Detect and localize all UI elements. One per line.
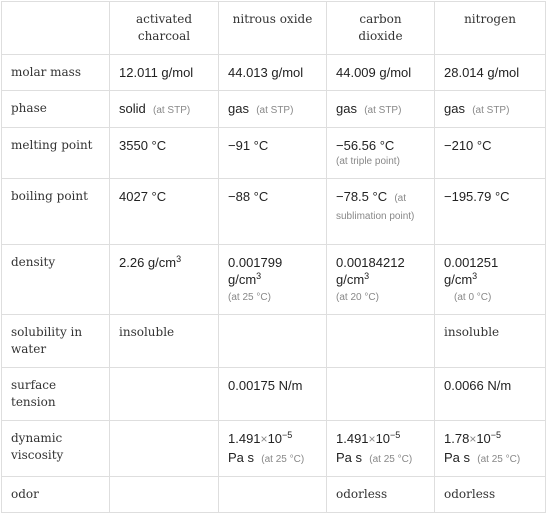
table-cell xyxy=(327,368,435,421)
cell-note: (at 20 °C) xyxy=(336,292,379,303)
table-row xyxy=(2,179,546,245)
table-cell: 0.0066 N/m xyxy=(435,368,546,421)
table-cell xyxy=(435,421,546,477)
table-row xyxy=(2,421,546,477)
table-cell: 3550 °C xyxy=(110,128,219,179)
cell-note: (at 25 °C) xyxy=(477,454,521,465)
unit-exponent: 3 xyxy=(176,254,182,264)
cell-note: (at sublimation point) xyxy=(336,193,415,222)
table-cell: 44.009 g/mol xyxy=(327,55,435,91)
row-label-odor: odor xyxy=(2,477,110,513)
table-cell xyxy=(219,91,327,128)
row-label-molar-mass: molar mass xyxy=(2,55,110,91)
mantissa: 1.78 xyxy=(444,431,470,446)
cell-unit: g/cm xyxy=(336,272,365,287)
table-cell xyxy=(219,315,327,368)
cell-value: −78.5 °C xyxy=(336,189,388,204)
column-header-activated-charcoal: activated charcoal xyxy=(110,2,219,55)
times-sign: × xyxy=(368,432,376,446)
table-cell: −210 °C xyxy=(435,128,546,179)
cell-value: solid xyxy=(119,101,146,116)
table-cell xyxy=(327,128,435,179)
cell-value: −56.56 °C xyxy=(336,138,395,153)
unit-exponent: 3 xyxy=(364,271,370,281)
table-cell xyxy=(327,245,435,315)
table-row xyxy=(2,55,546,91)
table-row xyxy=(2,315,546,368)
table-cell xyxy=(327,91,435,128)
exponent-base: 10 xyxy=(476,431,491,446)
cell-note: (at 25 °C) xyxy=(228,292,271,303)
row-label-density: density xyxy=(2,245,110,315)
table-row xyxy=(2,128,546,179)
table-cell: insoluble xyxy=(110,315,219,368)
table-cell: −195.79 °C xyxy=(435,179,546,245)
table-row xyxy=(2,477,546,513)
cell-note: (at 25 °C) xyxy=(369,454,413,465)
times-sign: × xyxy=(260,432,268,446)
table-cell xyxy=(110,368,219,421)
table-cell: −91 °C xyxy=(219,128,327,179)
table-cell xyxy=(219,421,327,477)
table-cell xyxy=(327,179,435,245)
table-cell xyxy=(110,421,219,477)
cell-unit: Pa s xyxy=(444,450,471,465)
table-row xyxy=(2,245,546,315)
cell-value: 2.26 g/cm xyxy=(119,255,177,270)
table-cell xyxy=(435,91,546,128)
table-row xyxy=(2,91,546,128)
cell-unit: g/cm xyxy=(444,272,473,287)
cell-value: gas xyxy=(444,101,465,116)
cell-note: (at STP) xyxy=(152,105,191,116)
cell-unit: Pa s xyxy=(228,450,255,465)
cell-unit: Pa s xyxy=(336,450,363,465)
table-cell: −88 °C xyxy=(219,179,327,245)
cell-note: (at STP) xyxy=(256,105,294,116)
table-cell: odorless xyxy=(435,477,546,513)
table-cell xyxy=(327,421,435,477)
row-label-solubility-in-water: solubility in water xyxy=(2,315,110,368)
table-cell xyxy=(219,245,327,315)
row-label-surface-tension: surface tension xyxy=(2,368,110,421)
cell-value: gas xyxy=(228,101,249,116)
cell-note: (at 0 °C) xyxy=(454,292,492,303)
row-label-melting-point: melting point xyxy=(2,128,110,179)
table-cell xyxy=(327,315,435,368)
table-cell: 12.011 g/mol xyxy=(110,55,219,91)
times-sign: × xyxy=(469,432,477,446)
cell-note: (at 25 °C) xyxy=(261,454,305,465)
header-corner-cell xyxy=(2,2,110,55)
exponent: −5 xyxy=(282,430,293,440)
unit-exponent: 3 xyxy=(256,271,262,281)
table-cell: odorless xyxy=(327,477,435,513)
table-cell xyxy=(110,91,219,128)
table-cell xyxy=(219,477,327,513)
table-cell xyxy=(435,245,546,315)
properties-table xyxy=(1,1,546,513)
mantissa: 1.491 xyxy=(228,431,261,446)
exponent: −5 xyxy=(490,430,502,440)
row-label-boiling-point: boiling point xyxy=(2,179,110,245)
table-cell: 0.00175 N/m xyxy=(219,368,327,421)
table-cell: 4027 °C xyxy=(110,179,219,245)
column-header-nitrous-oxide: nitrous oxide xyxy=(219,2,327,55)
cell-value: 0.00184212 xyxy=(336,255,405,270)
row-label-dynamic-viscosity: dynamic viscosity xyxy=(2,421,110,477)
unit-exponent: 3 xyxy=(472,271,478,281)
cell-value: 0.001251 xyxy=(444,255,499,270)
row-label-phase: phase xyxy=(2,91,110,128)
table-row xyxy=(2,368,546,421)
cell-value: 0.001799 xyxy=(228,255,283,270)
cell-value: gas xyxy=(336,101,357,116)
table-cell xyxy=(110,245,219,315)
table-cell: 28.014 g/mol xyxy=(435,55,546,91)
cell-note: (at STP) xyxy=(472,105,510,116)
table-cell: insoluble xyxy=(435,315,546,368)
column-header-nitrogen: nitrogen xyxy=(435,2,546,55)
exponent-base: 10 xyxy=(267,431,283,446)
table-cell xyxy=(110,477,219,513)
cell-note: (at STP) xyxy=(364,105,402,116)
mantissa: 1.491 xyxy=(336,431,369,446)
cell-note: (at triple point) xyxy=(336,156,400,167)
column-header-carbon-dioxide: carbon dioxide xyxy=(327,2,435,55)
header-row xyxy=(2,2,546,55)
cell-unit: g/cm xyxy=(228,272,257,287)
exponent-base: 10 xyxy=(375,431,391,446)
exponent: −5 xyxy=(390,430,401,440)
table-cell: 44.013 g/mol xyxy=(219,55,327,91)
